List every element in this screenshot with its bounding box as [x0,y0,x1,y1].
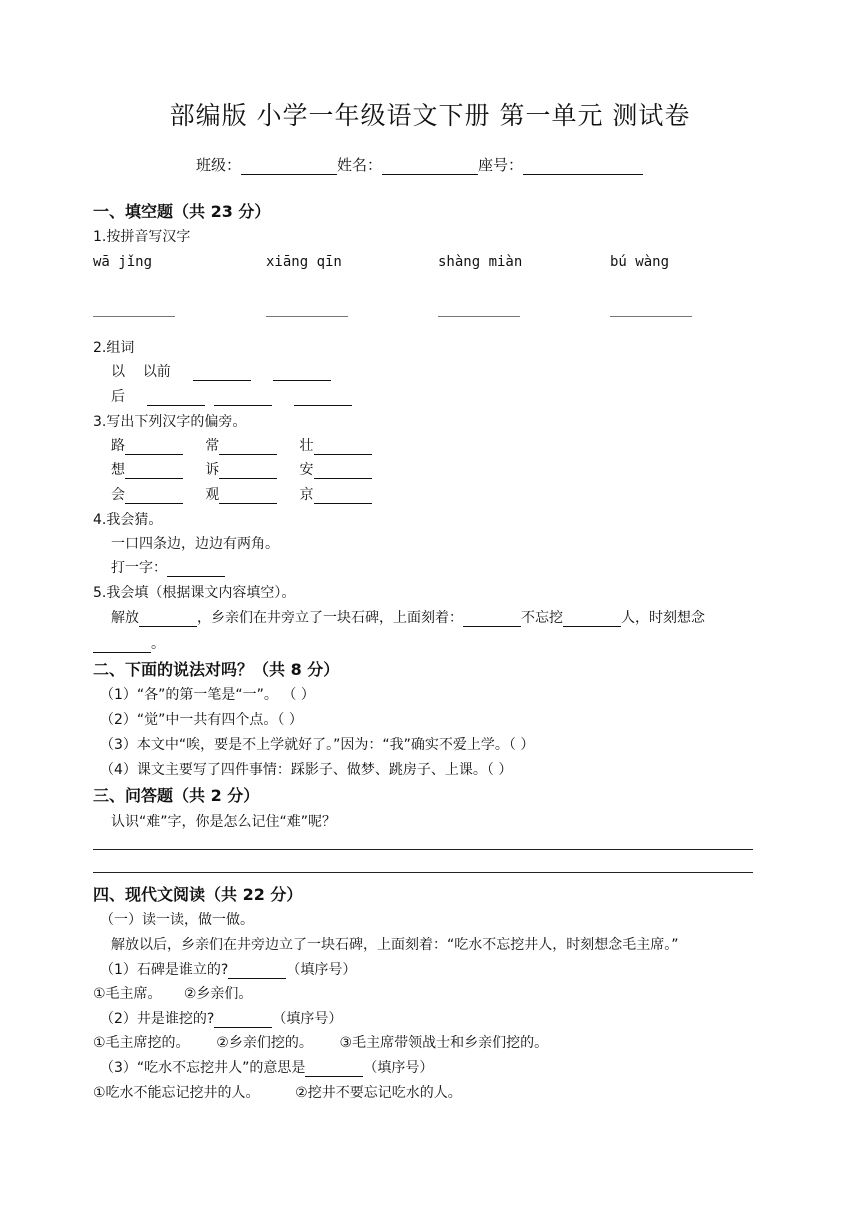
q2-row-1 [111,361,331,381]
q5-text: 解放 [111,610,139,626]
pinyin-4: bú wàng [610,254,670,270]
q3-blank[interactable] [125,440,183,455]
class-label: 班级： [196,156,242,174]
reading-q1-hint: （填序号） [286,962,357,978]
q5-text: 。 [151,636,165,652]
q3-blank[interactable] [314,440,372,455]
q5-blank[interactable] [463,612,521,627]
q3-row [111,484,372,504]
reading-q2-stem: （2）井是谁挖的? [100,1011,215,1027]
name-label: 姓名： [337,156,383,174]
q3-char: 常 [205,438,220,454]
option[interactable]: ②挖井不要忘记吃水的人。 [295,1085,462,1101]
q3-blank[interactable] [314,464,372,479]
q3-char: 路 [111,438,125,454]
reading-passage: 解放以后，乡亲们在井旁边立了一块石碑，上面刻着：“吃水不忘挖井人，时刻想念毛主席。” [111,937,679,953]
q1-stem: 1.按拼音写汉字 [93,229,191,245]
pinyin-answer-line-4[interactable] [610,316,692,317]
q2-example-word: 以前 [142,364,171,380]
q5-text: 不忘挖 [521,610,563,626]
q2-blank[interactable] [214,391,272,406]
reading-q1-stem: （1）石碑是谁立的? [100,962,229,978]
q3-row [111,435,372,455]
reading-q2-hint: （填序号） [272,1011,343,1027]
q5-line-2 [93,633,165,653]
q2-blank[interactable] [147,391,205,406]
q5-blank[interactable] [563,612,621,627]
option[interactable]: ①毛主席。 [93,986,162,1002]
judge-item-3: （3）本文中“唉，要是不上学就好了。”因为：“我”确实不爱上学。（ ） [100,737,535,753]
q3-char: 京 [299,487,314,503]
section-3-title: 三、问答题（共 2 分） [93,786,260,805]
reading-q2-options [93,1032,548,1052]
option[interactable]: ③毛主席带领战士和乡亲们挖的。 [339,1035,549,1051]
pinyin-1: wā jǐng [93,254,153,270]
reading-q3 [100,1057,433,1077]
q3-stem: 3.写出下列汉字的偏旁。 [93,414,247,430]
answer-line-2[interactable] [93,872,753,873]
section-4-title: 四、现代文阅读（共 22 分） [93,885,303,904]
student-info [196,154,643,175]
q3-char: 会 [111,487,125,503]
name-field[interactable] [382,159,478,175]
q3-char: 观 [205,487,220,503]
q4-stem: 4.我会猜。 [93,512,163,528]
reading-q2 [100,1008,342,1028]
pinyin-answer-line-3[interactable] [438,316,520,317]
page-title: 部编版 小学一年级语文下册 第一单元 测试卷 [169,101,691,130]
class-field[interactable] [241,159,337,175]
reading-q1-options [93,983,252,1003]
q2-blank[interactable] [193,366,251,381]
q2-blank[interactable] [273,366,331,381]
reading-q2-blank[interactable] [214,1013,272,1028]
q-answer-question: 认识“难”字，你是怎么记住“难”呢？ [111,814,337,830]
q3-blank[interactable] [125,489,183,504]
q5-stem: 5.我会填（根据课文内容填空）。 [93,585,296,601]
judge-item-1: （1）“各”的第一笔是“一”。 （ ） [100,687,315,703]
reading-q1-blank[interactable] [228,964,286,979]
option[interactable]: ①毛主席挖的。 [93,1035,190,1051]
q5-text: ，乡亲们在井旁立了一块石碑，上面刻着： [197,610,463,626]
q3-char: 安 [299,462,314,478]
q2-blank[interactable] [294,391,352,406]
q4-blank[interactable] [167,562,225,577]
q3-blank[interactable] [219,464,277,479]
pinyin-answer-line-2[interactable] [266,316,348,317]
reading-sub-title: （一）读一读，做一做。 [100,912,254,928]
judge-item-2: （2）“觉”中一共有四个点。（ ） [100,712,303,728]
q5-text: 人，时刻想念 [621,610,705,626]
reading-q3-hint: （填序号） [363,1060,434,1076]
pinyin-answer-line-1[interactable] [93,316,175,317]
option[interactable]: ②乡亲们挖的。 [216,1035,313,1051]
q2-stem: 2.组词 [93,340,135,356]
q2-char-2: 后 [111,389,125,405]
pinyin-2: xiāng qīn [266,254,342,270]
section-2-title: 二、下面的说法对吗？（共 8 分） [93,660,340,679]
judge-item-4: （4）课文主要写了四件事情：踩影子、做梦、跳房子、上课。（ ） [100,762,513,778]
q3-blank[interactable] [219,440,277,455]
q5-line-1 [111,607,705,627]
q4-answer-label: 打一字： [111,560,167,576]
q5-blank[interactable] [139,612,197,627]
reading-q3-stem: （3）“吃水不忘挖井人”的意思是 [100,1060,306,1076]
answer-line-1[interactable] [93,849,753,850]
q3-char: 诉 [205,462,220,478]
seat-field[interactable] [523,159,643,175]
q5-blank[interactable] [93,638,151,653]
q3-char: 壮 [299,438,314,454]
reading-q3-options [93,1082,462,1102]
q3-char: 想 [111,462,125,478]
option[interactable]: ①吃水不能忘记挖井的人。 [93,1085,260,1101]
q3-row [111,459,372,479]
q4-answer-row [111,557,225,577]
reading-q3-blank[interactable] [305,1062,363,1077]
q3-blank[interactable] [125,464,183,479]
option[interactable]: ②乡亲们。 [183,986,253,1002]
q4-riddle: 一口四条边，边边有两角。 [111,536,279,552]
section-1-title: 一、填空题（共 23 分） [93,202,271,221]
reading-q1 [100,959,356,979]
seat-label: 座号： [478,156,524,174]
q2-row-2 [111,386,352,406]
q3-blank[interactable] [219,489,277,504]
pinyin-3: shàng miàn [438,254,523,270]
q3-blank[interactable] [314,489,372,504]
q2-char-1: 以 [111,364,125,380]
